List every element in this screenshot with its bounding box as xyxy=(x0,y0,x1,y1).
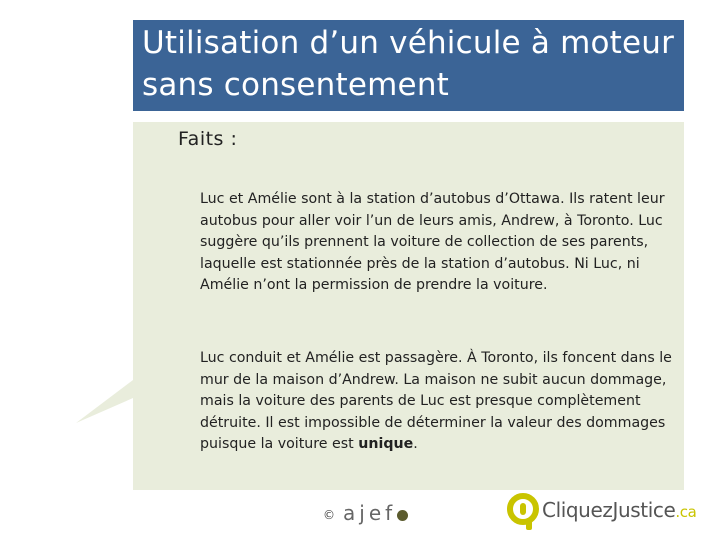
paragraph-2-end: . xyxy=(413,436,418,452)
cliquez-justice-name: CliquezJustice xyxy=(542,498,676,522)
cliquez-justice-mark-icon xyxy=(506,490,540,532)
facts-paragraph-1: Luc et Amélie sont à la station d’autobus d’Ottawa. Ils ratent leur autobus pour aller voir l’un de leurs amis, Andrew, à Toronto. Luc suggère qu’ils prennent la voiture de collection de ses parents, laquelle est stationnée près de la station d’autobus. Ni Luc, ni Amélie n’ont la permission de prendre la voiture. xyxy=(200,191,665,293)
ajef-logo-text: ajef xyxy=(343,501,397,525)
facts-heading: Faits : xyxy=(178,128,238,150)
cliquez-justice-wordmark xyxy=(542,498,696,522)
facts-paragraph-2 xyxy=(200,348,678,456)
cliquez-justice-logo xyxy=(506,490,697,532)
copyright-symbol: © xyxy=(323,508,335,522)
paragraph-2-text: Luc conduit et Amélie est passagère. À Toronto, ils foncent dans le mur de la maison d’Andrew. La maison ne subit aucun dommage, mais la voiture des parents de Luc est presque complètement détruite. Il est impossible de déterminer la valeur des dommages puisque la voiture est xyxy=(200,350,672,452)
ajef-logo xyxy=(343,498,408,528)
slide-title: Utilisation d’un véhicule à moteur sans consentement xyxy=(133,20,684,111)
paragraph-2-emphasis: unique xyxy=(358,436,414,452)
cliquez-justice-domain: .ca xyxy=(675,503,697,521)
ajef-dot-icon xyxy=(397,510,408,521)
